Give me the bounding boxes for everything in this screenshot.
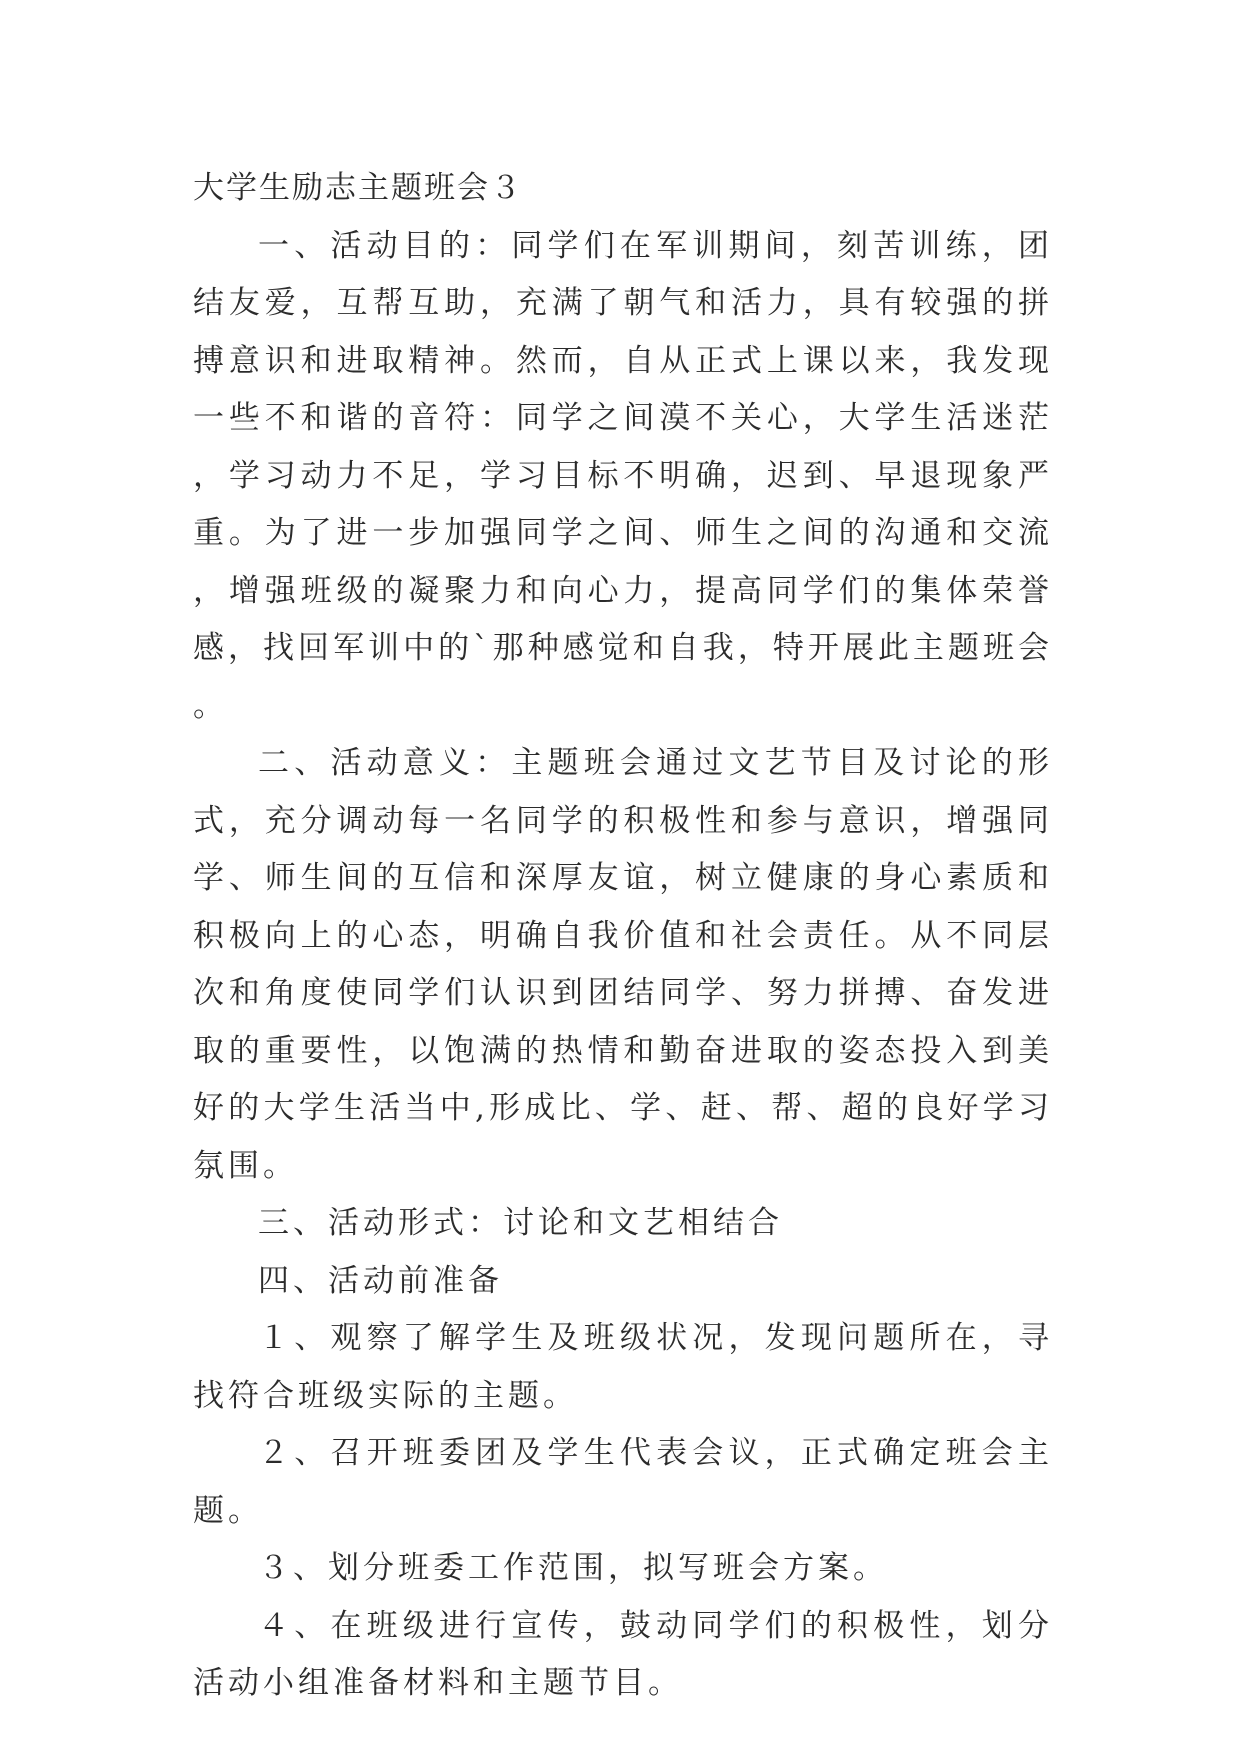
paragraph-preparation-item-4: ４、在班级进行宣传，鼓动同学们的积极性，划分活动小组准备材料和主题节目。 xyxy=(193,1607,1053,1701)
paragraph-preparation-item-3: ３、划分班委工作范围，拟写班会方案。 xyxy=(258,1550,888,1586)
paragraph-preparation-heading: 四、活动前准备 xyxy=(258,1262,503,1299)
paragraph-preparation-item-2: ２、召开班委团及学生代表会议，正式确定班会主题。 xyxy=(193,1435,1053,1529)
paragraph-preparation-item-1: １、观察了解学生及班级状况，发现问题所在，寻找符合班级实际的主题。 xyxy=(193,1320,1053,1414)
document-body xyxy=(193,160,1053,1713)
paragraph-activity-purpose: 一、活动目的：同学们在军训期间，刻苦训练，团结友爱，互帮互助，充满了朝气和活力，具有较强的拼搏意识和进取精神。然而，自从正式上课以来，我发现一些不和谐的音符：同学之间漠不关心，大学生活迷茫，学习动力不足，学习目标不明确，迟到、早退现象严重。为了进一步加强同学之间、师生之间的沟通和交流，增强班级的凝聚力和向心力，提高同学们的集体荣誉感，找回军训中的`那种感觉和自我，特开展此主题班会。 xyxy=(193,227,1053,724)
paragraph-activity-form: 三、活动形式：讨论和文艺相结合 xyxy=(258,1205,783,1241)
document-title: 大学生励志主题班会３ xyxy=(193,170,523,206)
paragraph-activity-significance: 二、活动意义：主题班会通过文艺节目及讨论的形式，充分调动每一名同学的积极性和参与意识，增强同学、师生间的互信和深厚友谊，树立健康的身心素质和积极向上的心态，明确自我价值和社会责任。从不同层次和角度使同学们认识到团结同学、努力拼搏、奋发进取的重要性，以饱满的热情和勤奋进取的姿态投入到美好的大学生活当中,形成比、学、赶、帮、超的良好学习氛围。 xyxy=(193,745,1053,1184)
